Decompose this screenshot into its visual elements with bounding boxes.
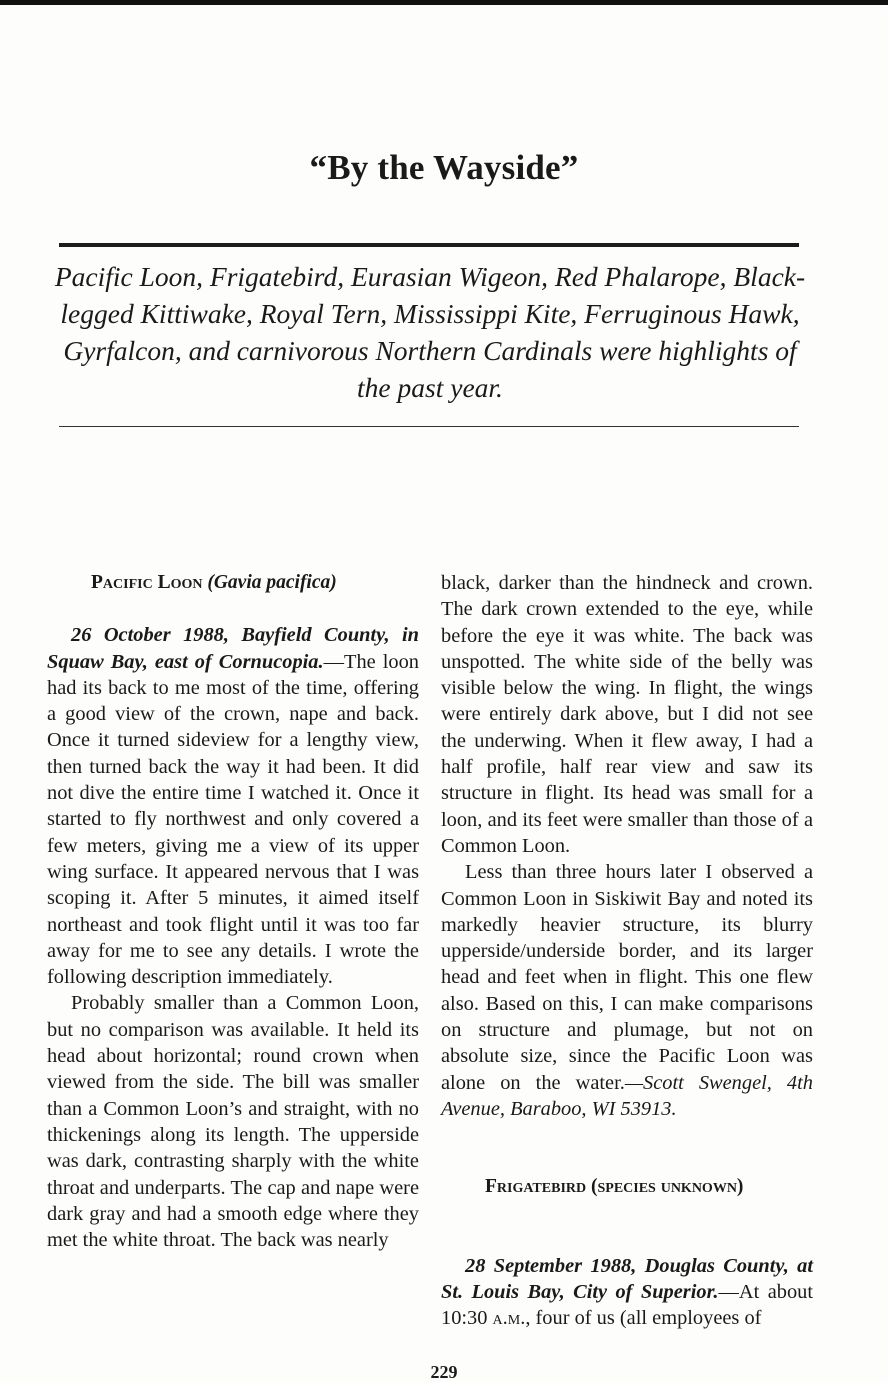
article-title: “By the Wayside” [309, 148, 579, 187]
paragraph-frigatebird-1: 28 September 1988, Douglas County, at St. Louis Bay, City of Superior.—At about 10:30 a.m., four of us (all employees of [441, 1254, 814, 1330]
page-top-edge [0, 0, 888, 5]
section-heading-frigatebird: Frigatebird (species unknown) [485, 1176, 744, 1198]
location-date: 28 September 1988, Douglas County, at St. Louis Bay, City of Superior. [441, 1254, 813, 1303]
author-signature: —Scott Swengel, 4th Avenue, Baraboo, WI 53913. [441, 1071, 813, 1120]
section-heading-pacific-loon: Pacific Loon (Gavia pacifica) [91, 572, 337, 593]
article-subtitle: Pacific Loon, Frigatebird, Eurasian Wigeon, Red Phalarope, Black-legged Kittiwake, Royal Tern, Mississippi Kite, Ferruginous Hawk, Gyrfalcon, and carnivorous Northern Cardinals were highlights of the past year. [54, 261, 806, 403]
location-date: 26 October 1988, Bayfield County, in Squaw Bay, east of Cornucopia. [47, 624, 419, 673]
column-right [441, 570, 813, 1331]
column-left [47, 570, 419, 1253]
paragraph-pacific-loon-2: Probably smaller than a Common Loon, but no comparison was available. It held its head about horizontal; round crown when viewed from the side. The bill was smaller than a Common Loon’s and straight, with no thickenings along its length. The upperside was dark, contrasting sharply with the white throat and underparts. The cap and nape were dark gray and had a smooth edge where they met the white throat. The back was nearly [47, 992, 419, 1252]
paragraph-pacific-loon-1: 26 October 1988, Bayfield County, in Squaw Bay, east of Cornucopia.—The loon had its back to me most of the time, offering a good view of the crown, nape and back. Once it turned sideview for a lengthy view, then turned back the way it had been. It did not dive the entire time I watched it. Once it started to fly northwest and only covered a few meters, giving me a view of its upper wing surface. It appeared nervous that I was scoping it. After 5 minutes, it aimed itself northeast and took flight until it was too far away for me to see any details. I wrote the following description immediately. [47, 624, 419, 989]
subtitle-rule-thin [59, 426, 799, 427]
time-abbreviation: a.m. [492, 1307, 526, 1330]
paragraph-pacific-loon-3: Less than three hours later I observed a Common Loon in Siskiwit Bay and noted its markedly heavier structure, its blurry upperside/underside border, and its larger head and feet when in flight. This one flew also. Based on this, I can make comparisons on structure and plumage, but not on absolute size, since the Pacific Loon was alone on the water.—Scott Swengel, 4th Avenue, Baraboo, WI 53913. [441, 861, 813, 1120]
latin-name: (Gavia pacifica) [207, 572, 337, 593]
page-number: 229 [430, 1362, 458, 1382]
title-rule-thick [59, 243, 799, 247]
paragraph-pacific-loon-2-continued: black, darker than the hindneck and crown. The dark crown extended to the eye, while before the eye it was white. The back was unspotted. The white side of the belly was visible below the wing. In flight, the wings were entirely dark above, but I did not see the underwing. When it flew away, I had a half profile, half rear view and saw its structure in flight. Its head was small for a loon, and its feet were smaller than those of a Common Loon. [441, 572, 813, 857]
